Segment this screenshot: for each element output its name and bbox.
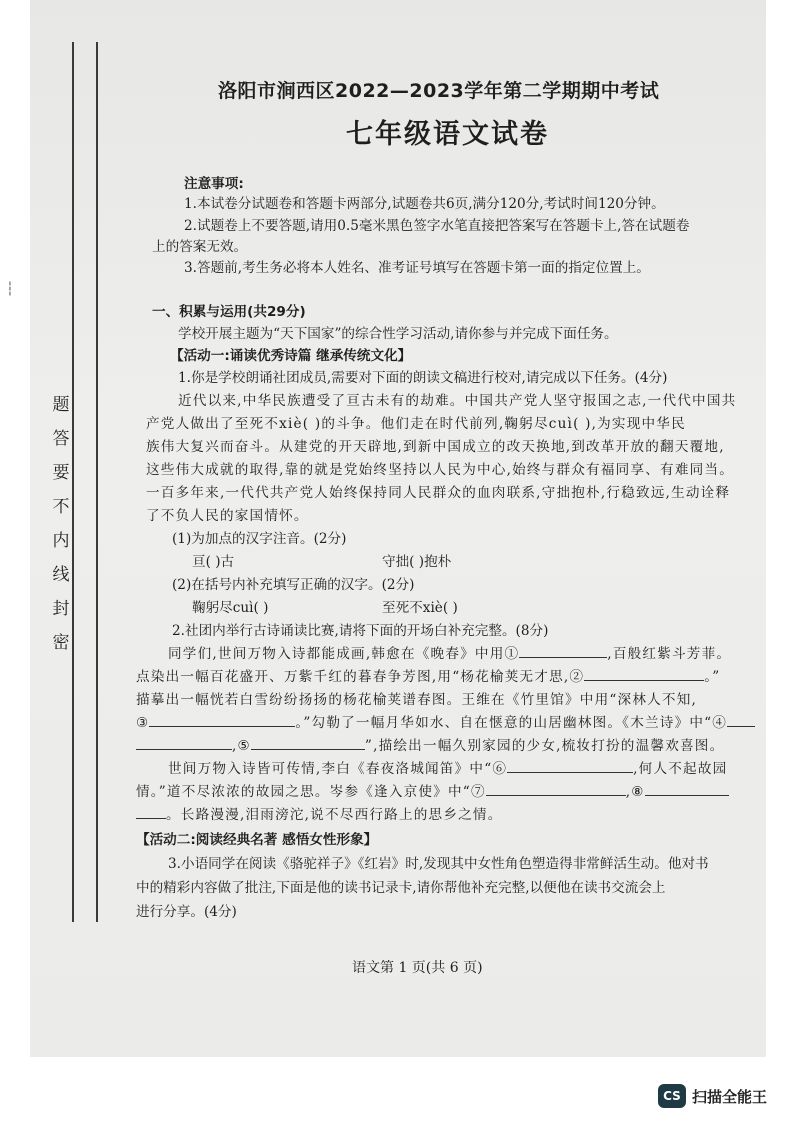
question-2-line <box>168 757 727 777</box>
answer-blank[interactable] <box>136 804 166 819</box>
answer-blank[interactable] <box>251 735 365 750</box>
text: ③ <box>136 715 150 731</box>
answer-blank[interactable] <box>519 643 607 658</box>
question-1-1-item-a: 亘( )古 <box>192 554 235 570</box>
binding-char: 密 <box>52 633 70 653</box>
binding-char: 封 <box>52 599 70 619</box>
text: 世间万物入诗皆可传情,李白《春夜洛城闻笛》中“⑥ <box>168 761 508 777</box>
notice-item-2: 2.试题卷上不要答题,请用0.5毫米黑色签字水笔直接把答案写在答题卡上,答在试题卷 <box>184 218 690 234</box>
passage-line: 产党人做出了至死不xiè( )的斗争。他们走在时代前列,鞠躬尽cuì( ),为实现中华民 <box>146 416 686 432</box>
question-2-line <box>136 780 729 800</box>
answer-blank[interactable] <box>149 712 295 727</box>
notice-heading: 注意事项: <box>184 176 244 192</box>
question-2-line <box>168 642 731 662</box>
question-1-2: (2)在括号内补充填写正确的汉字。(2分) <box>172 577 415 593</box>
passage-line: 这些伟大成就的取得,靠的就是党始终坚持以人民为中心,始终与群众有福同享、有难同当。 <box>146 462 734 478</box>
question-3-line: 进行分享。(4分) <box>136 904 237 920</box>
binding-margin-notice <box>50 388 72 660</box>
binding-line-right <box>96 42 98 922</box>
question-2-line <box>136 803 503 823</box>
answer-blank[interactable] <box>645 781 729 796</box>
text: ,⑧ <box>625 784 645 800</box>
passage-line: 近代以来,中华民族遭受了亘古未有的劫难。中国共产党人坚守报国之志,一代代中国共 <box>178 393 737 409</box>
question-2-line: 描摹出一幅恍若白雪纷纷扬扬的杨花榆荚谱春图。王维在《竹里馆》中用“深林人不知, <box>136 692 698 708</box>
text: 。” <box>704 669 721 685</box>
answer-blank[interactable] <box>136 735 232 750</box>
binding-char: 内 <box>52 531 70 551</box>
binding-char: 线 <box>52 565 70 585</box>
camscanner-logo-icon: CS <box>658 1084 686 1108</box>
text: 点染出一幅百花盛开、万紫千红的暮春争芳图,用“杨花榆荚无才思,② <box>136 669 585 685</box>
binding-char: 要 <box>52 463 70 483</box>
question-2-stem: 2.社团内举行古诗诵读比赛,请将下面的开场白补充完整。(8分) <box>172 623 549 639</box>
scanner-brand-name: 扫描全能王 <box>692 1087 768 1106</box>
activity-2-heading: 【活动二:阅读经典名著 感悟女性形象】 <box>136 832 378 848</box>
text: ,何人不起故园 <box>633 761 728 777</box>
answer-blank[interactable] <box>727 712 755 727</box>
question-3-line: 3.小语同学在阅读《骆驼祥子》《红岩》时,发现其中女性角色塑造得非常鲜活生动。他对书 <box>168 856 709 872</box>
text: ,⑤ <box>232 738 251 754</box>
notice-item-1: 1.本试卷分试题卷和答题卡两部分,试题卷共6页,满分120分,考试时间120分钟。 <box>184 196 665 212</box>
text: 情。”道不尽浓浓的故园之思。岑参《逢入京使》中“⑦ <box>136 784 486 800</box>
binding-dash-mark: ┆ <box>6 282 14 297</box>
scanned-page <box>30 0 766 1057</box>
text: 同学们,世间万物入诗都能成画,韩愈在《晚春》中用① <box>168 646 520 662</box>
passage-line: 一百多年来,一代代共产党人始终保持同人民群众的血肉联系,守拙抱朴,行稳致远,生动诠释 <box>146 485 731 501</box>
exam-title: 洛阳市涧西区2022—2023学年第二学期期中考试 <box>218 80 660 102</box>
question-1-stem: 1.你是学校朗诵社团成员,需要对下面的朗读文稿进行校对,请完成以下任务。(4分) <box>178 370 668 386</box>
answer-blank[interactable] <box>584 666 704 681</box>
binding-char: 题 <box>52 395 70 415</box>
text: 。长路漫漫,泪雨滂沱,说不尽西行路上的思乡之情。 <box>166 807 503 823</box>
question-1-2-item-a: 鞠躬尽cuì( ) <box>192 600 269 616</box>
exam-subtitle: 七年级语文试卷 <box>346 119 549 150</box>
scanner-watermark <box>658 1084 767 1108</box>
passage-line: 族伟大复兴而奋斗。从建党的开天辟地,到新中国成立的改天换地,到改革开放的翻天覆地, <box>146 439 725 455</box>
notice-item-2-cont: 上的答案无效。 <box>152 239 248 255</box>
question-1-2-item-b: 至死不xiè( ) <box>382 600 458 616</box>
text: ,百般红紫斗芳菲。 <box>607 646 732 662</box>
question-2-line <box>136 665 720 685</box>
question-2-line <box>136 711 755 731</box>
page-footer: 语文第 1 页(共 6 页) <box>352 960 483 976</box>
passage-line: 了不负人民的家国情怀。 <box>146 508 309 524</box>
question-1-1: (1)为加点的汉字注音。(2分) <box>172 531 347 547</box>
text: ”,描绘出一幅久别家园的少女,梳妆打扮的温馨欢喜图。 <box>364 738 725 754</box>
section-heading: 一、积累与运用(共29分) <box>152 304 306 320</box>
text: 。”勾勒了一幅月华如水、自在惬意的山居幽林图。《木兰诗》中“④ <box>295 715 728 731</box>
activity-1-heading: 【活动一:诵读优秀诗篇 继承传统文化】 <box>170 348 412 364</box>
question-1-1-item-b: 守拙( )抱朴 <box>382 554 452 570</box>
answer-blank[interactable] <box>507 758 633 773</box>
question-3-line: 中的精彩内容做了批注,下面是他的读书记录卡,请你帮他补充完整,以便他在读书交流会上 <box>136 880 666 896</box>
binding-line-left <box>72 42 74 922</box>
binding-char: 答 <box>52 429 70 449</box>
answer-blank[interactable] <box>486 781 626 796</box>
section-intro: 学校开展主题为“天下国家”的综合性学习活动,请你参与并完成下面任务。 <box>178 326 618 342</box>
binding-char: 不 <box>52 497 70 517</box>
notice-item-3: 3.答题前,考生务必将本人姓名、准考证号填写在答题卡第一面的指定位置上。 <box>184 260 650 276</box>
question-2-line <box>136 734 724 754</box>
